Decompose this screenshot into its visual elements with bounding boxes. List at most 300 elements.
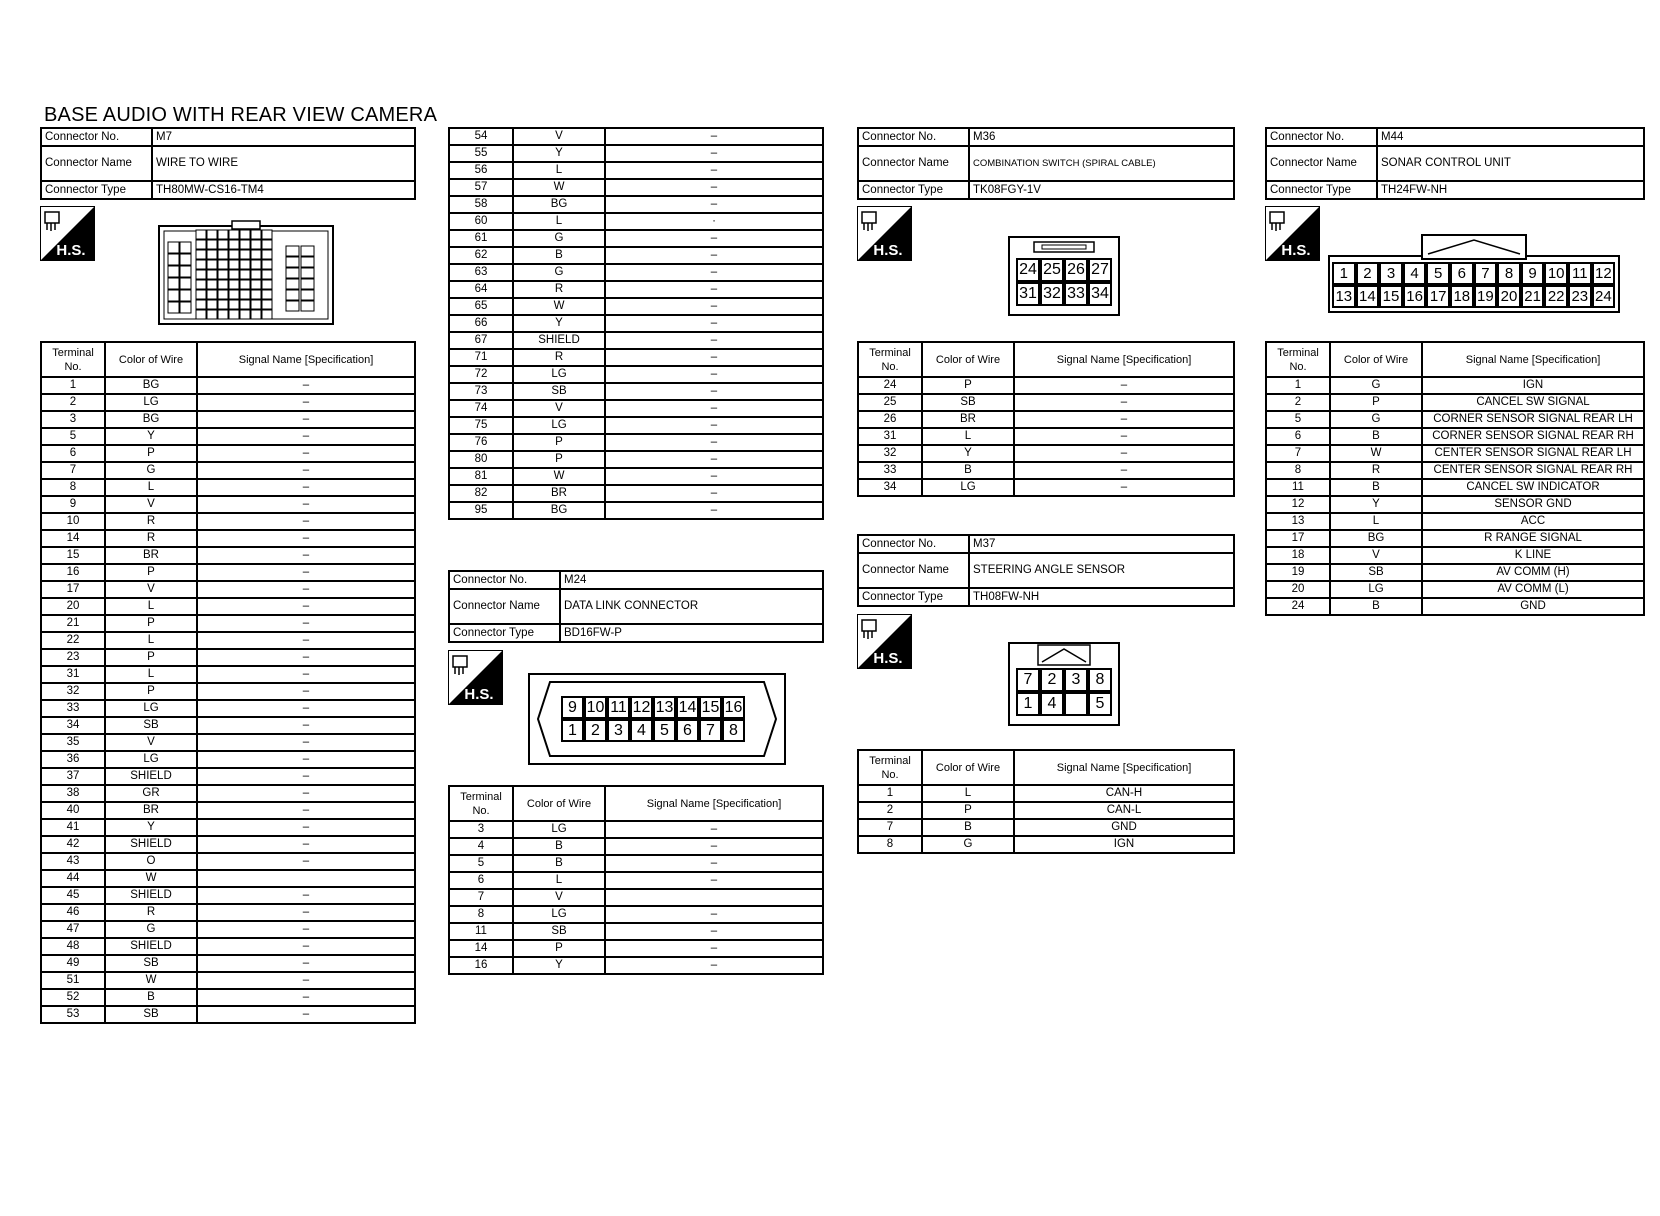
table-row — [41, 377, 415, 394]
wire-color-cell: L — [105, 598, 197, 615]
wire-color-cell: GR — [105, 785, 197, 802]
terminal-no-cell: 32 — [858, 445, 922, 462]
terminal-no-cell: 16 — [41, 564, 105, 581]
m24-connector-type: BD16FW-P — [560, 624, 823, 642]
wire-color-cell: L — [105, 479, 197, 496]
wire-color-cell: Y — [513, 315, 605, 332]
signal-name-cell: – — [197, 615, 415, 632]
wire-color-cell: L — [922, 785, 1014, 802]
m36-connector-no: M36 — [969, 128, 1234, 146]
terminal-no-header: Terminal No. — [858, 342, 922, 377]
table-row — [449, 315, 823, 332]
table-row — [41, 819, 415, 836]
table-row — [1266, 547, 1644, 564]
color-of-wire-header: Color of Wire — [922, 750, 1014, 785]
table-row — [449, 383, 823, 400]
signal-name-cell: – — [197, 377, 415, 394]
signal-name-cell: – — [605, 417, 823, 434]
table-row — [449, 502, 823, 519]
terminal-no-cell: 24 — [1266, 598, 1330, 615]
signal-name-cell: CANCEL SW SIGNAL — [1422, 394, 1644, 411]
table-row — [41, 428, 415, 445]
m7-connector-name: WIRE TO WIRE — [152, 146, 415, 181]
terminal-no-cell: 53 — [41, 1006, 105, 1023]
connector-no-label: Connector No. — [858, 535, 969, 553]
table-row — [449, 821, 823, 838]
signal-name-cell: – — [605, 400, 823, 417]
terminal-no-cell: 7 — [1266, 445, 1330, 462]
wire-color-cell: P — [105, 649, 197, 666]
m7-pin-table-continued — [448, 127, 824, 520]
connector-pin: 5 — [1088, 692, 1112, 716]
wire-color-cell: W — [105, 870, 197, 887]
signal-name-cell: CENTER SENSOR SIGNAL REAR RH — [1422, 462, 1644, 479]
table-row — [449, 230, 823, 247]
signal-name-cell: · — [605, 213, 823, 230]
terminal-no-cell: 11 — [449, 923, 513, 940]
table-row — [449, 451, 823, 468]
connector-pin: 13 — [1332, 285, 1356, 308]
connector-pin: 15 — [699, 696, 722, 719]
table-row — [41, 411, 415, 428]
terminal-no-cell: 20 — [1266, 581, 1330, 598]
signal-name-cell: R RANGE SIGNAL — [1422, 530, 1644, 547]
signal-name-cell: – — [197, 955, 415, 972]
terminal-no-cell: 67 — [449, 332, 513, 349]
terminal-no-cell: 42 — [41, 836, 105, 853]
wire-color-cell: G — [513, 264, 605, 281]
wire-color-cell: L — [513, 872, 605, 889]
connector-pin: 2 — [1356, 262, 1380, 285]
signal-name-cell: – — [605, 196, 823, 213]
terminal-no-cell: 19 — [1266, 564, 1330, 581]
signal-name-cell: – — [197, 462, 415, 479]
m36-pin-table — [857, 341, 1235, 497]
wire-color-cell: LG — [105, 751, 197, 768]
wire-color-cell: G — [105, 921, 197, 938]
signal-name-cell: – — [1014, 411, 1234, 428]
wire-color-cell: BG — [513, 502, 605, 519]
signal-name-cell: – — [197, 666, 415, 683]
terminal-no-cell: 17 — [41, 581, 105, 598]
signal-name-header: Signal Name [Specification] — [1014, 750, 1234, 785]
connector-pin: 5 — [1426, 262, 1450, 285]
wire-color-cell: R — [513, 281, 605, 298]
wire-color-cell: B — [105, 989, 197, 1006]
wire-color-cell: G — [1330, 377, 1422, 394]
connector-pin: 26 — [1064, 258, 1088, 282]
connector-name-label: Connector Name — [858, 146, 969, 181]
terminal-no-cell: 7 — [41, 462, 105, 479]
connector-pin: 15 — [1379, 285, 1403, 308]
terminal-no-cell: 54 — [449, 128, 513, 145]
wire-color-cell: W — [1330, 445, 1422, 462]
terminal-no-header: Terminal No. — [449, 786, 513, 821]
table-row — [449, 468, 823, 485]
terminal-no-cell: 33 — [41, 700, 105, 717]
signal-name-cell: IGN — [1422, 377, 1644, 394]
terminal-no-cell: 49 — [41, 955, 105, 972]
wire-color-cell: R — [1330, 462, 1422, 479]
terminal-no-cell: 31 — [858, 428, 922, 445]
wire-color-cell: P — [922, 802, 1014, 819]
wire-color-cell: Y — [1330, 496, 1422, 513]
connector-type-label: Connector Type — [858, 181, 969, 199]
table-row — [41, 513, 415, 530]
wire-color-cell: G — [513, 230, 605, 247]
wire-color-cell: P — [1330, 394, 1422, 411]
signal-name-cell: – — [605, 128, 823, 145]
color-of-wire-header: Color of Wire — [105, 342, 197, 377]
wire-color-cell: B — [922, 462, 1014, 479]
terminal-no-cell: 24 — [858, 377, 922, 394]
connector-pin: 8 — [722, 719, 745, 742]
signal-name-cell: – — [197, 768, 415, 785]
signal-name-cell: – — [1014, 428, 1234, 445]
connector-pin: 3 — [1064, 668, 1088, 692]
terminal-no-cell: 1 — [1266, 377, 1330, 394]
connector-pin: 19 — [1474, 285, 1498, 308]
signal-name-cell: – — [197, 700, 415, 717]
wire-color-cell: SHIELD — [513, 332, 605, 349]
m24-connector-name: DATA LINK CONNECTOR — [560, 589, 823, 624]
signal-name-cell: – — [1014, 445, 1234, 462]
wire-color-cell: LG — [105, 700, 197, 717]
terminal-no-cell: 81 — [449, 468, 513, 485]
table-row — [449, 417, 823, 434]
wire-color-cell: G — [1330, 411, 1422, 428]
table-row — [449, 923, 823, 940]
connector-pin: 9 — [1521, 262, 1545, 285]
table-row — [449, 838, 823, 855]
m37-connector-name: STEERING ANGLE SENSOR — [969, 553, 1234, 588]
table-row — [41, 462, 415, 479]
wire-color-cell: BG — [1330, 530, 1422, 547]
table-row — [858, 428, 1234, 445]
m37-info-table — [857, 534, 1235, 607]
signal-name-cell: – — [197, 632, 415, 649]
connector-pin: 1 — [561, 719, 584, 742]
signal-name-cell: – — [197, 394, 415, 411]
wire-color-cell: SHIELD — [105, 836, 197, 853]
wire-color-cell: P — [513, 940, 605, 957]
connector-pin: 4 — [1403, 262, 1427, 285]
table-row — [449, 145, 823, 162]
signal-name-cell: – — [197, 717, 415, 734]
page-title: BASE AUDIO WITH REAR VIEW CAMERA — [44, 104, 438, 126]
terminal-no-header: Terminal No. — [1266, 342, 1330, 377]
terminal-no-cell: 34 — [41, 717, 105, 734]
wire-color-cell: BG — [105, 411, 197, 428]
table-row — [449, 264, 823, 281]
signal-name-cell: CORNER SENSOR SIGNAL REAR LH — [1422, 411, 1644, 428]
signal-name-cell: – — [1014, 462, 1234, 479]
terminal-no-cell: 64 — [449, 281, 513, 298]
wire-color-cell: SB — [513, 923, 605, 940]
m44-info-table — [1265, 127, 1645, 200]
terminal-no-cell: 8 — [1266, 462, 1330, 479]
terminal-no-cell: 60 — [449, 213, 513, 230]
wire-color-cell: BR — [922, 411, 1014, 428]
terminal-no-cell: 44 — [41, 870, 105, 887]
wire-color-cell: Y — [513, 957, 605, 974]
table-row — [449, 128, 823, 145]
signal-name-cell: CAN-L — [1014, 802, 1234, 819]
connector-pin: 17 — [1426, 285, 1450, 308]
wire-color-cell: P — [105, 445, 197, 462]
m36-connector-type: TK08FGY-1V — [969, 181, 1234, 199]
table-row — [41, 547, 415, 564]
wire-color-cell: SB — [105, 955, 197, 972]
connector-type-label: Connector Type — [41, 181, 152, 199]
terminal-no-cell: 75 — [449, 417, 513, 434]
terminal-no-cell: 5 — [1266, 411, 1330, 428]
terminal-no-cell: 1 — [858, 785, 922, 802]
signal-name-cell: – — [605, 349, 823, 366]
m44-connector-face — [1328, 234, 1620, 314]
signal-name-cell: AV COMM (H) — [1422, 564, 1644, 581]
table-row — [449, 281, 823, 298]
table-row — [1266, 428, 1644, 445]
wire-color-cell: V — [513, 400, 605, 417]
terminal-no-cell: 82 — [449, 485, 513, 502]
wire-color-cell: SHIELD — [105, 938, 197, 955]
table-row — [449, 872, 823, 889]
harness-side-icon — [1265, 206, 1320, 261]
m7-connector-type: TH80MW-CS16-TM4 — [152, 181, 415, 199]
signal-name-cell: – — [197, 564, 415, 581]
wire-color-cell: SHIELD — [105, 768, 197, 785]
terminal-no-cell: 5 — [449, 855, 513, 872]
table-row — [41, 768, 415, 785]
wire-color-cell: W — [513, 179, 605, 196]
wire-color-cell: V — [105, 581, 197, 598]
signal-name-cell: – — [197, 530, 415, 547]
signal-name-cell: ACC — [1422, 513, 1644, 530]
connector-pin: 14 — [1356, 285, 1380, 308]
table-row — [858, 445, 1234, 462]
color-of-wire-header: Color of Wire — [1330, 342, 1422, 377]
signal-name-cell: – — [605, 434, 823, 451]
connector-pin: 1 — [1332, 262, 1356, 285]
terminal-no-cell: 12 — [1266, 496, 1330, 513]
table-row — [41, 1006, 415, 1023]
wire-color-cell: L — [1330, 513, 1422, 530]
signal-name-cell: – — [197, 598, 415, 615]
m7-info-table — [40, 127, 416, 200]
terminal-no-cell: 71 — [449, 349, 513, 366]
signal-name-cell: – — [197, 445, 415, 462]
m24-info-table — [448, 570, 824, 643]
harness-side-icon — [40, 206, 95, 261]
m44-pin-table — [1265, 341, 1645, 616]
terminal-no-cell: 8 — [449, 906, 513, 923]
table-row — [449, 213, 823, 230]
connector-pin: 7 — [699, 719, 722, 742]
terminal-no-cell: 6 — [1266, 428, 1330, 445]
terminal-no-cell: 26 — [858, 411, 922, 428]
connector-pin: 33 — [1064, 282, 1088, 306]
signal-name-cell: – — [605, 230, 823, 247]
signal-name-cell: – — [605, 179, 823, 196]
wire-color-cell: O — [105, 853, 197, 870]
signal-name-cell: – — [197, 496, 415, 513]
signal-name-cell: – — [605, 145, 823, 162]
wire-color-cell: W — [513, 468, 605, 485]
signal-name-cell: – — [197, 428, 415, 445]
signal-name-cell: – — [197, 581, 415, 598]
table-row — [41, 581, 415, 598]
connector-type-label: Connector Type — [1266, 181, 1377, 199]
terminal-no-cell: 21 — [41, 615, 105, 632]
terminal-no-cell: 4 — [449, 838, 513, 855]
terminal-no-cell: 66 — [449, 315, 513, 332]
signal-name-cell: – — [197, 513, 415, 530]
signal-name-cell: – — [197, 479, 415, 496]
connector-pin: 9 — [561, 696, 584, 719]
terminal-no-cell: 15 — [41, 547, 105, 564]
terminal-no-cell: 11 — [1266, 479, 1330, 496]
signal-name-cell: GND — [1422, 598, 1644, 615]
table-row — [449, 889, 823, 906]
signal-name-header: Signal Name [Specification] — [605, 786, 823, 821]
terminal-no-cell: 10 — [41, 513, 105, 530]
connector-pin: 5 — [653, 719, 676, 742]
wire-color-cell: Y — [105, 428, 197, 445]
wire-color-cell: B — [513, 838, 605, 855]
table-row — [858, 462, 1234, 479]
signal-name-cell: – — [197, 989, 415, 1006]
signal-name-cell: – — [197, 649, 415, 666]
connector-name-label: Connector Name — [41, 146, 152, 181]
signal-name-cell: – — [605, 264, 823, 281]
wire-color-cell: BR — [513, 485, 605, 502]
signal-name-cell: CORNER SENSOR SIGNAL REAR RH — [1422, 428, 1644, 445]
signal-name-cell: – — [605, 838, 823, 855]
table-row — [1266, 411, 1644, 428]
table-row — [41, 632, 415, 649]
terminal-no-cell: 40 — [41, 802, 105, 819]
terminal-no-cell: 8 — [41, 479, 105, 496]
table-row — [449, 906, 823, 923]
connector-pin: 27 — [1088, 258, 1112, 282]
connector-pin — [1064, 692, 1088, 716]
terminal-no-cell: 73 — [449, 383, 513, 400]
table-row — [449, 434, 823, 451]
signal-name-cell: CENTER SENSOR SIGNAL REAR LH — [1422, 445, 1644, 462]
signal-name-cell: – — [605, 366, 823, 383]
table-row — [41, 445, 415, 462]
signal-name-cell: CANCEL SW INDICATOR — [1422, 479, 1644, 496]
table-row — [41, 836, 415, 853]
terminal-no-cell: 57 — [449, 179, 513, 196]
wire-color-cell: V — [105, 496, 197, 513]
connector-pin: 34 — [1088, 282, 1112, 306]
connector-pin: 2 — [584, 719, 607, 742]
terminal-no-cell: 56 — [449, 162, 513, 179]
connector-pin: 1 — [1016, 692, 1040, 716]
wire-color-cell: R — [105, 904, 197, 921]
wire-color-cell: LG — [1330, 581, 1422, 598]
wire-color-cell: V — [1330, 547, 1422, 564]
signal-name-cell: – — [197, 802, 415, 819]
table-row — [449, 298, 823, 315]
table-row — [41, 955, 415, 972]
m37-connector-face — [1008, 642, 1120, 726]
wire-color-cell: SB — [105, 1006, 197, 1023]
table-row — [41, 496, 415, 513]
signal-name-cell: – — [197, 785, 415, 802]
hs-badge-label: H.S. — [873, 650, 903, 667]
table-row — [41, 972, 415, 989]
wire-color-cell: Y — [922, 445, 1014, 462]
table-row — [449, 400, 823, 417]
table-row — [41, 683, 415, 700]
signal-name-cell: – — [605, 485, 823, 502]
connector-pin: 22 — [1544, 285, 1568, 308]
terminal-no-header: Terminal No. — [858, 750, 922, 785]
terminal-no-cell: 32 — [41, 683, 105, 700]
terminal-no-cell: 2 — [1266, 394, 1330, 411]
table-row — [858, 479, 1234, 496]
wire-color-cell: B — [1330, 428, 1422, 445]
wire-color-cell: P — [105, 615, 197, 632]
wire-color-cell: R — [105, 530, 197, 547]
wire-color-cell: G — [105, 462, 197, 479]
terminal-no-cell: 47 — [41, 921, 105, 938]
signal-name-header: Signal Name [Specification] — [1422, 342, 1644, 377]
wire-color-cell: LG — [513, 821, 605, 838]
wire-color-cell: L — [513, 162, 605, 179]
connector-no-label: Connector No. — [858, 128, 969, 146]
table-row — [1266, 564, 1644, 581]
terminal-no-cell: 7 — [858, 819, 922, 836]
table-row — [41, 394, 415, 411]
table-row — [1266, 462, 1644, 479]
terminal-no-cell: 2 — [858, 802, 922, 819]
table-row — [449, 940, 823, 957]
wire-color-cell: LG — [513, 366, 605, 383]
table-row — [449, 162, 823, 179]
terminal-no-cell: 17 — [1266, 530, 1330, 547]
m44-connector-type: TH24FW-NH — [1377, 181, 1644, 199]
terminal-no-cell: 45 — [41, 887, 105, 904]
table-row — [1266, 598, 1644, 615]
signal-name-cell: – — [605, 468, 823, 485]
connector-pin: 16 — [1403, 285, 1427, 308]
table-row — [449, 957, 823, 974]
connector-pin: 7 — [1474, 262, 1498, 285]
wire-color-cell: BR — [105, 547, 197, 564]
signal-name-cell: – — [605, 872, 823, 889]
terminal-no-cell: 63 — [449, 264, 513, 281]
terminal-no-cell: 41 — [41, 819, 105, 836]
signal-name-cell: AV COMM (L) — [1422, 581, 1644, 598]
signal-name-cell: – — [605, 298, 823, 315]
m37-pin-table — [857, 749, 1235, 854]
signal-name-cell: – — [197, 836, 415, 853]
terminal-no-cell: 14 — [449, 940, 513, 957]
table-row — [1266, 445, 1644, 462]
table-row — [449, 196, 823, 213]
terminal-no-cell: 34 — [858, 479, 922, 496]
connector-type-label: Connector Type — [449, 624, 560, 642]
signal-name-cell: GND — [1014, 819, 1234, 836]
wire-color-cell: P — [105, 564, 197, 581]
connector-pin: 6 — [1450, 262, 1474, 285]
wire-color-cell: B — [513, 247, 605, 264]
m24-connector-no: M24 — [560, 571, 823, 589]
